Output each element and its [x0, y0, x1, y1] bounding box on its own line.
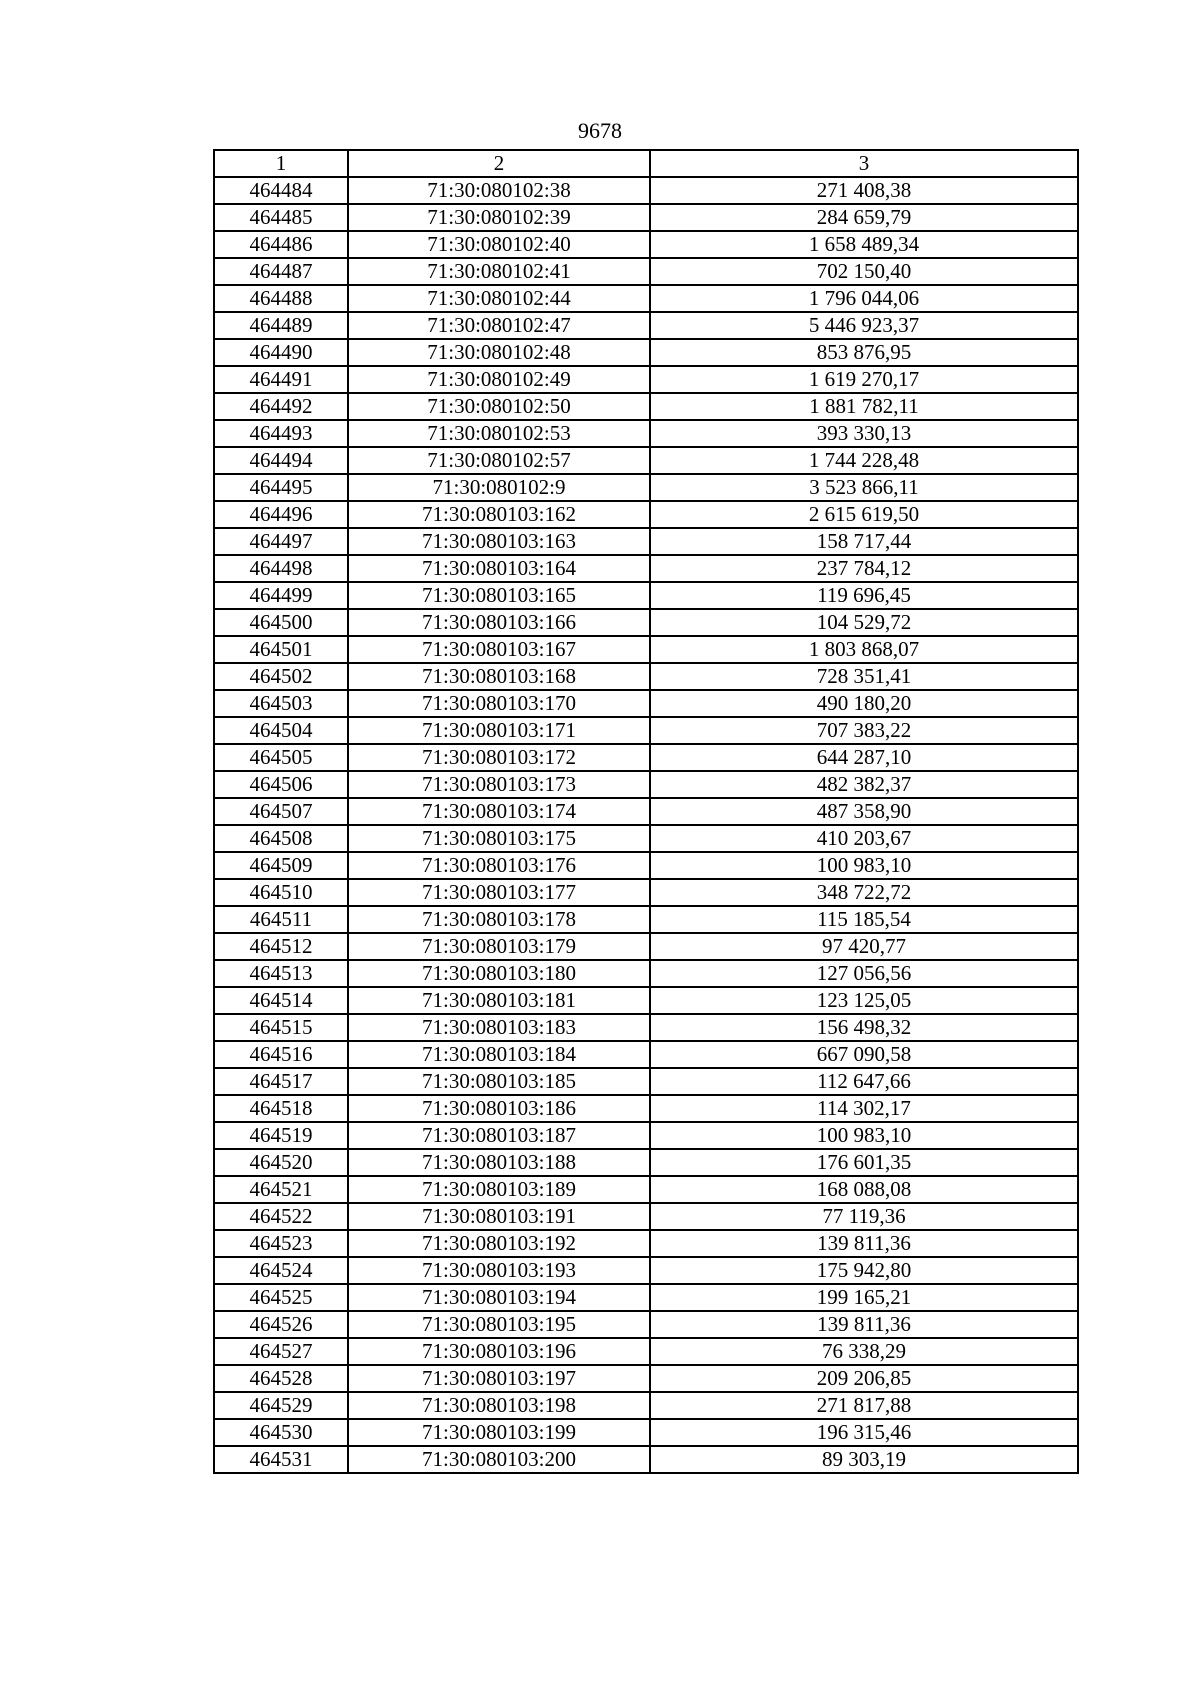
column-header: 2: [348, 150, 650, 177]
row-number-cell: 464497: [214, 528, 348, 555]
table-row: [214, 609, 1078, 636]
table-row: [214, 744, 1078, 771]
row-number-cell: 464524: [214, 1257, 348, 1284]
cadastral-number-cell: 71:30:080103:178: [348, 906, 650, 933]
table-row: [214, 1176, 1078, 1203]
cadastral-number-cell: 71:30:080103:181: [348, 987, 650, 1014]
cadastral-number-cell: 71:30:080103:186: [348, 1095, 650, 1122]
table-row: [214, 1041, 1078, 1068]
row-number-cell: 464522: [214, 1203, 348, 1230]
table-row: [214, 1230, 1078, 1257]
row-number-cell: 464485: [214, 204, 348, 231]
value-cell: 1 658 489,34: [650, 231, 1078, 258]
cadastral-number-cell: 71:30:080103:173: [348, 771, 650, 798]
row-number-cell: 464486: [214, 231, 348, 258]
row-number-cell: 464530: [214, 1419, 348, 1446]
table-row: [214, 663, 1078, 690]
row-number-cell: 464494: [214, 447, 348, 474]
table-row: [214, 1392, 1078, 1419]
value-cell: 139 811,36: [650, 1311, 1078, 1338]
table-row: [214, 231, 1078, 258]
cadastral-number-cell: 71:30:080102:41: [348, 258, 650, 285]
value-cell: 644 287,10: [650, 744, 1078, 771]
value-cell: 100 983,10: [650, 1122, 1078, 1149]
value-cell: 490 180,20: [650, 690, 1078, 717]
value-cell: 104 529,72: [650, 609, 1078, 636]
value-cell: 123 125,05: [650, 987, 1078, 1014]
table-row: [214, 555, 1078, 582]
value-cell: 728 351,41: [650, 663, 1078, 690]
row-number-cell: 464502: [214, 663, 348, 690]
table-row: [214, 1338, 1078, 1365]
table-row: [214, 582, 1078, 609]
cadastral-number-cell: 71:30:080102:38: [348, 177, 650, 204]
value-cell: 1 803 868,07: [650, 636, 1078, 663]
value-cell: 410 203,67: [650, 825, 1078, 852]
table-row: [214, 987, 1078, 1014]
cadastral-number-cell: 71:30:080102:50: [348, 393, 650, 420]
value-cell: 1 796 044,06: [650, 285, 1078, 312]
row-number-cell: 464505: [214, 744, 348, 771]
cadastral-number-cell: 71:30:080103:172: [348, 744, 650, 771]
table-row: [214, 1365, 1078, 1392]
value-cell: 702 150,40: [650, 258, 1078, 285]
table-row: [214, 447, 1078, 474]
value-cell: 1 881 782,11: [650, 393, 1078, 420]
table-row: [214, 771, 1078, 798]
table-row: [214, 906, 1078, 933]
table-row: [214, 366, 1078, 393]
value-cell: 139 811,36: [650, 1230, 1078, 1257]
row-number-cell: 464526: [214, 1311, 348, 1338]
cadastral-number-cell: 71:30:080103:187: [348, 1122, 650, 1149]
table-row: [214, 1284, 1078, 1311]
row-number-cell: 464500: [214, 609, 348, 636]
value-cell: 271 817,88: [650, 1392, 1078, 1419]
row-number-cell: 464491: [214, 366, 348, 393]
value-cell: 176 601,35: [650, 1149, 1078, 1176]
row-number-cell: 464512: [214, 933, 348, 960]
cadastral-number-cell: 71:30:080103:179: [348, 933, 650, 960]
cadastral-number-cell: 71:30:080103:194: [348, 1284, 650, 1311]
cadastral-number-cell: 71:30:080103:184: [348, 1041, 650, 1068]
row-number-cell: 464501: [214, 636, 348, 663]
value-cell: 1 744 228,48: [650, 447, 1078, 474]
value-cell: 482 382,37: [650, 771, 1078, 798]
table-row: [214, 960, 1078, 987]
cadastral-number-cell: 71:30:080103:195: [348, 1311, 650, 1338]
row-number-cell: 464503: [214, 690, 348, 717]
table-row: [214, 501, 1078, 528]
row-number-cell: 464495: [214, 474, 348, 501]
value-cell: 175 942,80: [650, 1257, 1078, 1284]
row-number-cell: 464517: [214, 1068, 348, 1095]
row-number-cell: 464510: [214, 879, 348, 906]
table-row: [214, 690, 1078, 717]
value-cell: 1 619 270,17: [650, 366, 1078, 393]
value-cell: 77 119,36: [650, 1203, 1078, 1230]
row-number-cell: 464506: [214, 771, 348, 798]
row-number-cell: 464490: [214, 339, 348, 366]
cadastral-number-cell: 71:30:080103:196: [348, 1338, 650, 1365]
page-number: 9678: [578, 118, 622, 143]
value-cell: 348 722,72: [650, 879, 1078, 906]
cadastral-number-cell: 71:30:080102:53: [348, 420, 650, 447]
cadastral-number-cell: 71:30:080103:168: [348, 663, 650, 690]
cadastral-number-cell: 71:30:080103:197: [348, 1365, 650, 1392]
row-number-cell: 464508: [214, 825, 348, 852]
row-number-cell: 464529: [214, 1392, 348, 1419]
value-cell: 2 615 619,50: [650, 501, 1078, 528]
row-number-cell: 464514: [214, 987, 348, 1014]
value-cell: 196 315,46: [650, 1419, 1078, 1446]
value-cell: 114 302,17: [650, 1095, 1078, 1122]
table-row: [214, 1149, 1078, 1176]
row-number-cell: 464507: [214, 798, 348, 825]
table-row: [214, 204, 1078, 231]
value-cell: 158 717,44: [650, 528, 1078, 555]
cadastral-number-cell: 71:30:080103:162: [348, 501, 650, 528]
table-row: [214, 1203, 1078, 1230]
value-cell: 168 088,08: [650, 1176, 1078, 1203]
row-number-cell: 464525: [214, 1284, 348, 1311]
value-cell: 853 876,95: [650, 339, 1078, 366]
table-row: [214, 879, 1078, 906]
column-header: 1: [214, 150, 348, 177]
table-row: [214, 285, 1078, 312]
cadastral-number-cell: 71:30:080103:183: [348, 1014, 650, 1041]
cadastral-number-cell: 71:30:080103:193: [348, 1257, 650, 1284]
row-number-cell: 464515: [214, 1014, 348, 1041]
cadastral-number-cell: 71:30:080102:40: [348, 231, 650, 258]
row-number-cell: 464523: [214, 1230, 348, 1257]
table-row: [214, 339, 1078, 366]
value-cell: 393 330,13: [650, 420, 1078, 447]
value-cell: 100 983,10: [650, 852, 1078, 879]
row-number-cell: 464509: [214, 852, 348, 879]
value-cell: 209 206,85: [650, 1365, 1078, 1392]
table-row: [214, 1311, 1078, 1338]
table-row: [214, 1446, 1078, 1473]
table-header-row: [214, 150, 1078, 177]
row-number-cell: 464496: [214, 501, 348, 528]
row-number-cell: 464516: [214, 1041, 348, 1068]
row-number-cell: 464531: [214, 1446, 348, 1473]
row-number-cell: 464528: [214, 1365, 348, 1392]
cadastral-number-cell: 71:30:080102:9: [348, 474, 650, 501]
table-row: [214, 1014, 1078, 1041]
value-cell: 112 647,66: [650, 1068, 1078, 1095]
value-cell: 667 090,58: [650, 1041, 1078, 1068]
column-header: 3: [650, 150, 1078, 177]
row-number-cell: 464484: [214, 177, 348, 204]
value-cell: 89 303,19: [650, 1446, 1078, 1473]
cadastral-number-cell: 71:30:080103:176: [348, 852, 650, 879]
value-cell: 237 784,12: [650, 555, 1078, 582]
table-row: [214, 420, 1078, 447]
cadastral-number-cell: 71:30:080103:189: [348, 1176, 650, 1203]
value-cell: 487 358,90: [650, 798, 1078, 825]
cadastral-number-cell: 71:30:080103:163: [348, 528, 650, 555]
cadastral-number-cell: 71:30:080103:185: [348, 1068, 650, 1095]
cadastral-number-cell: 71:30:080103:200: [348, 1446, 650, 1473]
register-table: [213, 149, 1079, 1474]
value-cell: 76 338,29: [650, 1338, 1078, 1365]
table-row: [214, 1257, 1078, 1284]
cadastral-number-cell: 71:30:080102:39: [348, 204, 650, 231]
value-cell: 115 185,54: [650, 906, 1078, 933]
row-number-cell: 464498: [214, 555, 348, 582]
cadastral-number-cell: 71:30:080103:170: [348, 690, 650, 717]
row-number-cell: 464488: [214, 285, 348, 312]
table-row: [214, 933, 1078, 960]
row-number-cell: 464519: [214, 1122, 348, 1149]
cadastral-number-cell: 71:30:080103:164: [348, 555, 650, 582]
cadastral-number-cell: 71:30:080103:180: [348, 960, 650, 987]
table-row: [214, 258, 1078, 285]
cadastral-number-cell: 71:30:080103:167: [348, 636, 650, 663]
row-number-cell: 464504: [214, 717, 348, 744]
cadastral-number-cell: 71:30:080102:44: [348, 285, 650, 312]
cadastral-number-cell: 71:30:080103:174: [348, 798, 650, 825]
cadastral-number-cell: 71:30:080102:49: [348, 366, 650, 393]
row-number-cell: 464511: [214, 906, 348, 933]
row-number-cell: 464521: [214, 1176, 348, 1203]
table-row: [214, 393, 1078, 420]
table-row: [214, 528, 1078, 555]
value-cell: 271 408,38: [650, 177, 1078, 204]
row-number-cell: 464493: [214, 420, 348, 447]
cadastral-number-cell: 71:30:080103:191: [348, 1203, 650, 1230]
table-row: [214, 717, 1078, 744]
value-cell: 5 446 923,37: [650, 312, 1078, 339]
table-row: [214, 177, 1078, 204]
cadastral-number-cell: 71:30:080103:188: [348, 1149, 650, 1176]
row-number-cell: 464492: [214, 393, 348, 420]
cadastral-number-cell: 71:30:080102:57: [348, 447, 650, 474]
row-number-cell: 464489: [214, 312, 348, 339]
cadastral-number-cell: 71:30:080103:165: [348, 582, 650, 609]
table-row: [214, 825, 1078, 852]
value-cell: 156 498,32: [650, 1014, 1078, 1041]
value-cell: 119 696,45: [650, 582, 1078, 609]
value-cell: 199 165,21: [650, 1284, 1078, 1311]
cadastral-number-cell: 71:30:080103:199: [348, 1419, 650, 1446]
value-cell: 284 659,79: [650, 204, 1078, 231]
cadastral-number-cell: 71:30:080103:175: [348, 825, 650, 852]
table-row: [214, 1419, 1078, 1446]
table-body: [214, 177, 1078, 1473]
table-row: [214, 474, 1078, 501]
table-row: [214, 636, 1078, 663]
row-number-cell: 464487: [214, 258, 348, 285]
table-row: [214, 312, 1078, 339]
cadastral-number-cell: 71:30:080103:198: [348, 1392, 650, 1419]
table-row: [214, 798, 1078, 825]
table-row: [214, 1122, 1078, 1149]
value-cell: 3 523 866,11: [650, 474, 1078, 501]
cadastral-number-cell: 71:30:080103:177: [348, 879, 650, 906]
row-number-cell: 464520: [214, 1149, 348, 1176]
row-number-cell: 464499: [214, 582, 348, 609]
value-cell: 707 383,22: [650, 717, 1078, 744]
cadastral-number-cell: 71:30:080102:47: [348, 312, 650, 339]
cadastral-number-cell: 71:30:080103:166: [348, 609, 650, 636]
cadastral-number-cell: 71:30:080102:48: [348, 339, 650, 366]
value-cell: 127 056,56: [650, 960, 1078, 987]
cadastral-number-cell: 71:30:080103:192: [348, 1230, 650, 1257]
cadastral-number-cell: 71:30:080103:171: [348, 717, 650, 744]
value-cell: 97 420,77: [650, 933, 1078, 960]
table-row: [214, 1095, 1078, 1122]
table-row: [214, 1068, 1078, 1095]
row-number-cell: 464513: [214, 960, 348, 987]
row-number-cell: 464527: [214, 1338, 348, 1365]
row-number-cell: 464518: [214, 1095, 348, 1122]
table-row: [214, 852, 1078, 879]
